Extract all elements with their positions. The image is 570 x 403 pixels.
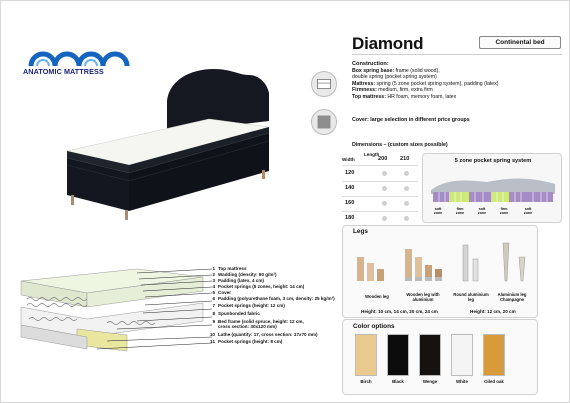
availability-dot — [382, 186, 387, 191]
leg-caption: Aluminium leg Champagne — [497, 292, 527, 302]
layer-item: 2 Wadding (density: 80 g/m²) — [212, 272, 277, 277]
zone-label: soft zone — [477, 207, 487, 215]
layer-item: 11 Pocket springs (height: 8 cm) — [210, 339, 283, 344]
leg-caption: Wooden leg — [365, 294, 389, 299]
availability-dot — [382, 171, 387, 176]
layer-item: 6 Padding (polyurethane foam, 3 cm, density: 25 kg/m³) — [212, 296, 335, 301]
availability-dot — [404, 171, 409, 176]
swatch-black[interactable] — [387, 334, 409, 376]
construction-line: Firmness: medium, firm, extra firm — [352, 87, 433, 94]
spring-system-panel — [422, 153, 562, 223]
row-divider — [342, 181, 418, 182]
wooden-leg-icon — [357, 257, 384, 281]
zone-label: firm zone — [455, 207, 465, 215]
swatch-caption: Wenge — [422, 379, 438, 384]
dimensions-title: Dimensions – (custom sizes possible) — [352, 142, 448, 148]
brand-name: ANATOMIC MATTRESS — [23, 67, 104, 76]
availability-dot — [382, 216, 387, 221]
width-140: 140 — [345, 185, 355, 191]
layer-item: 10 Lathe (quantity: 17, cross section: 17x70 mm) — [209, 332, 318, 337]
zone-label: soft zone — [433, 207, 443, 215]
product-category-badge: Continental bed — [479, 36, 561, 49]
bed-image — [59, 61, 289, 221]
construction-line: Mattress: spring (5 zone pocket spring system), padding (latex) — [352, 80, 499, 87]
swatch-birch[interactable] — [355, 334, 377, 376]
layer-item: 7 Pocket springs (height: 12 cm) — [212, 303, 285, 308]
availability-dot — [404, 201, 409, 206]
layer-item: 5 Cover — [212, 290, 232, 295]
wooden-aluminium-leg-icon — [405, 249, 442, 281]
layer-item: 3 Padding (latex, 4 cm) — [212, 278, 264, 283]
width-120: 120 — [345, 170, 355, 176]
cover-note: Cover: large selection in different price groups — [352, 117, 470, 123]
width-180: 180 — [345, 215, 355, 221]
champagne-aluminium-leg-icon — [503, 243, 525, 281]
zone-label: soft zone — [523, 207, 533, 215]
title-divider — [352, 54, 562, 55]
construction-line: Top mattress: HR foam, memory foam, latex — [352, 93, 457, 100]
round-aluminium-leg-icon — [463, 245, 478, 281]
leg-caption: Round aluminium leg — [453, 292, 489, 302]
construction-heading: Construction: — [352, 61, 389, 67]
layer-item: 4 Pocket springs (5 zones, height: 14 cm) — [212, 284, 305, 289]
width-160: 160 — [345, 200, 355, 206]
layer-item: 9 Bed frame (solid spruce, height: 12 cm, — [212, 319, 304, 324]
length-210: 210 — [400, 156, 410, 162]
construction-details — [352, 61, 564, 101]
availability-dot — [382, 201, 387, 206]
layer-item: cross section: 30x120 mm) — [218, 324, 277, 329]
spring-base-icon — [311, 71, 337, 97]
swatch-caption: Black — [392, 379, 404, 384]
swatch-caption: Oiled oak — [484, 379, 504, 384]
swatch-caption: White — [456, 379, 468, 384]
leg-caption: Wooden leg with aluminium — [406, 292, 440, 302]
zone-label: firm zone — [499, 207, 509, 215]
swatch-caption: Birch — [360, 379, 372, 384]
layer-item: 8 Spunbonded fabric — [212, 311, 260, 316]
spring-system-title: 5 zone pocket spring system — [454, 158, 532, 164]
cover-fabric-icon — [311, 109, 337, 135]
spring-zones-icon — [427, 168, 559, 208]
construction-line: double spring (pocket spring system) — [352, 74, 437, 81]
width-label: Width — [342, 157, 355, 162]
layer-item: 1 Top mattress — [212, 266, 247, 271]
legs-images — [353, 241, 543, 286]
legs-heading: Legs — [353, 228, 368, 235]
availability-dot — [404, 186, 409, 191]
length-200: 200 — [378, 156, 388, 162]
swatch-white[interactable] — [451, 334, 473, 376]
availability-dot — [404, 216, 409, 221]
construction-line: Box spring base: frame (solid wood), — [352, 67, 440, 74]
row-divider — [342, 165, 418, 166]
color-options-heading: Color options — [353, 323, 395, 330]
swatch-oiled-oak[interactable] — [483, 334, 505, 376]
mattress-cross-section-image — [17, 263, 217, 358]
row-divider — [342, 211, 418, 212]
swatch-wenge[interactable] — [419, 334, 441, 376]
product-title: Diamond — [352, 34, 424, 53]
aluminium-leg-heights: Height: 12 cm, 20 cm — [470, 309, 516, 314]
wooden-leg-heights: Height: 10 cm, 14 cm, 20 cm, 24 cm — [361, 309, 438, 314]
row-divider — [342, 196, 418, 197]
length-label: Length — [364, 152, 380, 157]
